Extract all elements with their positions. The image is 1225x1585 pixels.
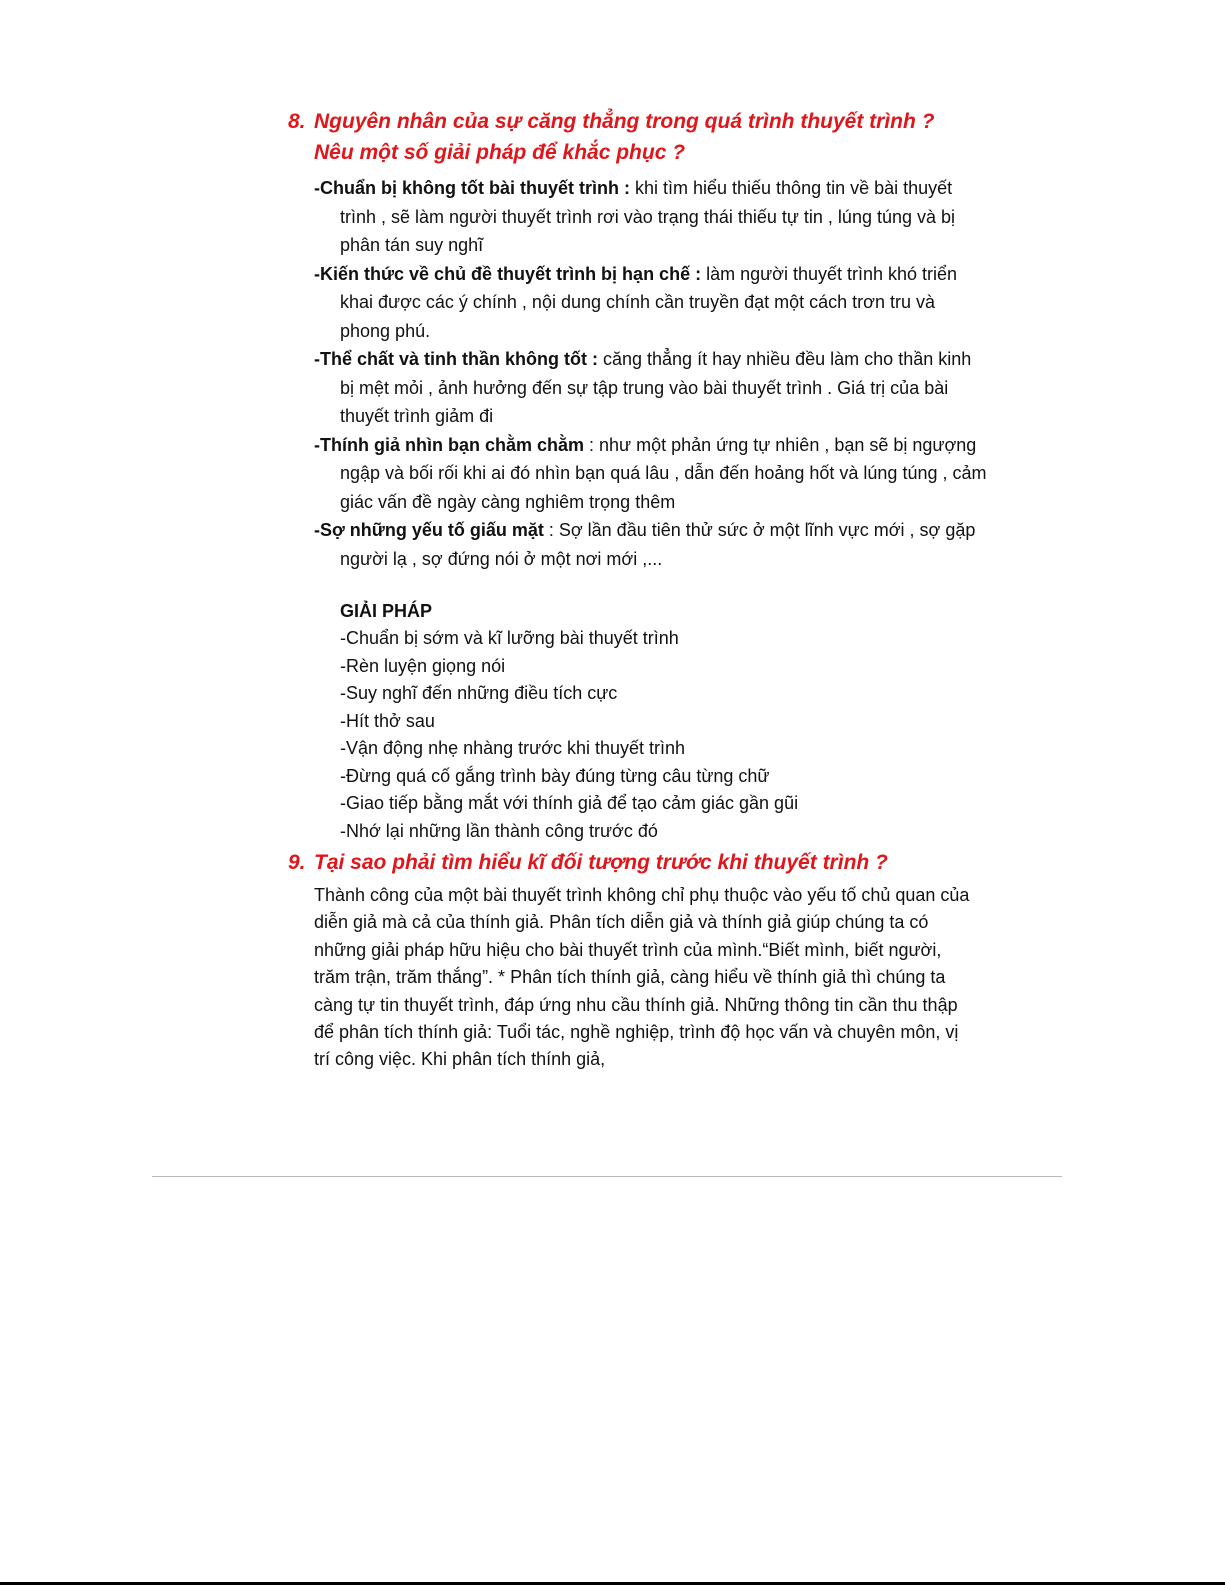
cause-list [314, 174, 988, 573]
cause-text: : như một phản ứng tự nhiên , bạn sẽ bị ngượng ngập và bối rối khi ai đó nhìn bạn quá lâu , dẫn đến hoảng hốt và lúng túng , cảm giác vấn đề ngày càng nghiêm trọng thêm [340, 434, 987, 512]
question-8-number: 8. [288, 110, 306, 133]
question-8-title-line2: Nêu một số giải pháp để khắc phục ? [314, 141, 686, 164]
cause-label: -Kiến thức về chủ đề thuyết trình bị hạn chế : [314, 263, 702, 284]
solution-item: -Vận động nhẹ nhàng trước khi thuyết trình [340, 738, 686, 758]
cause-item [314, 516, 988, 573]
cause-label: -Thính giả nhìn bạn chằm chằm [314, 434, 585, 455]
cause-item [314, 260, 988, 346]
cause-label: -Chuẩn bị không tốt bài thuyết trình : [314, 178, 630, 198]
cause-item [314, 431, 988, 517]
question-9-answer: Thành công của một bài thuyết trình không chỉ phụ thuộc vào yếu tố chủ quan của diễn giả mà cả của thính giả. Phân tích diễn giả và thính giả giúp chúng ta có những giải pháp hữu hiệu cho bài thuyết trình của mình.“Biết mình, biết người, trăm trận, trăm thắng”. * Phân tích thính giả, càng hiểu về thính giả thì chúng ta càng tự tin thuyết trình, đáp ứng nhu cầu thính giả. Những thông tin cần thu thập để phân tích thính giả: Tuổi tác, nghề nghiệp, trình độ học vấn và chuyên môn, vị trí công việc. Khi phân tích thính giả, [314, 885, 970, 1070]
cause-item [314, 174, 988, 260]
solutions-title: GIẢI PHÁP [340, 601, 433, 621]
question-9-heading [288, 847, 988, 878]
solutions-list [340, 625, 988, 845]
cause-text: làm người thuyết trình khó triển khai được các ý chính , nội dung chính cần truyền đạt một cách trơn tru và phong phú. [340, 263, 958, 341]
cause-label: -Thể chất và tinh thần không tốt : [314, 349, 598, 369]
solution-item: -Rèn luyện giọng nói [340, 655, 506, 676]
question-8-heading [288, 106, 988, 168]
solutions-section [340, 597, 988, 845]
solution-item: -Suy nghĩ đến những điều tích cực [340, 683, 618, 703]
cause-text: căng thẳng ít hay nhiều đều làm cho thần kinh bị mệt mỏi , ảnh hưởng đến sự tập trung vào bài thuyết trình . Giá trị của bài thuyết trình giảm đi [340, 349, 972, 426]
cause-item [314, 345, 988, 431]
cause-label: -Sợ những yếu tố giấu mặt [314, 520, 544, 540]
cause-text: : Sợ lần đầu tiên thử sức ở một lĩnh vực mới , sợ gặp người lạ , sợ đứng nói ở một nơi mới ,... [340, 520, 976, 569]
solution-item: -Nhớ lại những lần thành công trước đó [340, 820, 658, 841]
solution-item: -Đừng quá cố gắng trình bày đúng từng câu từng chữ [340, 765, 770, 786]
cause-text: khi tìm hiểu thiếu thông tin về bài thuyết trình , sẽ làm người thuyết trình rơi vào trạng thái thiếu tự tin , lúng túng và bị phân tán suy nghĩ [340, 178, 956, 255]
solution-item: -Hít thở sau [340, 710, 435, 731]
document-body [288, 106, 988, 1074]
question-8-title-line1: Nguyên nhân của sự căng thẳng trong quá trình thuyết trình ? [314, 110, 935, 133]
solution-item: -Chuẩn bị sớm và kĩ lưỡng bài thuyết trình [340, 628, 679, 648]
solution-item: -Giao tiếp bằng mắt với thính giả để tạo cảm giác gần gũi [340, 793, 799, 813]
question-9-number: 9. [288, 851, 306, 874]
page-divider [152, 1176, 1062, 1177]
question-9-title: Tại sao phải tìm hiểu kĩ đối tượng trước khi thuyết trình ? [314, 851, 888, 874]
